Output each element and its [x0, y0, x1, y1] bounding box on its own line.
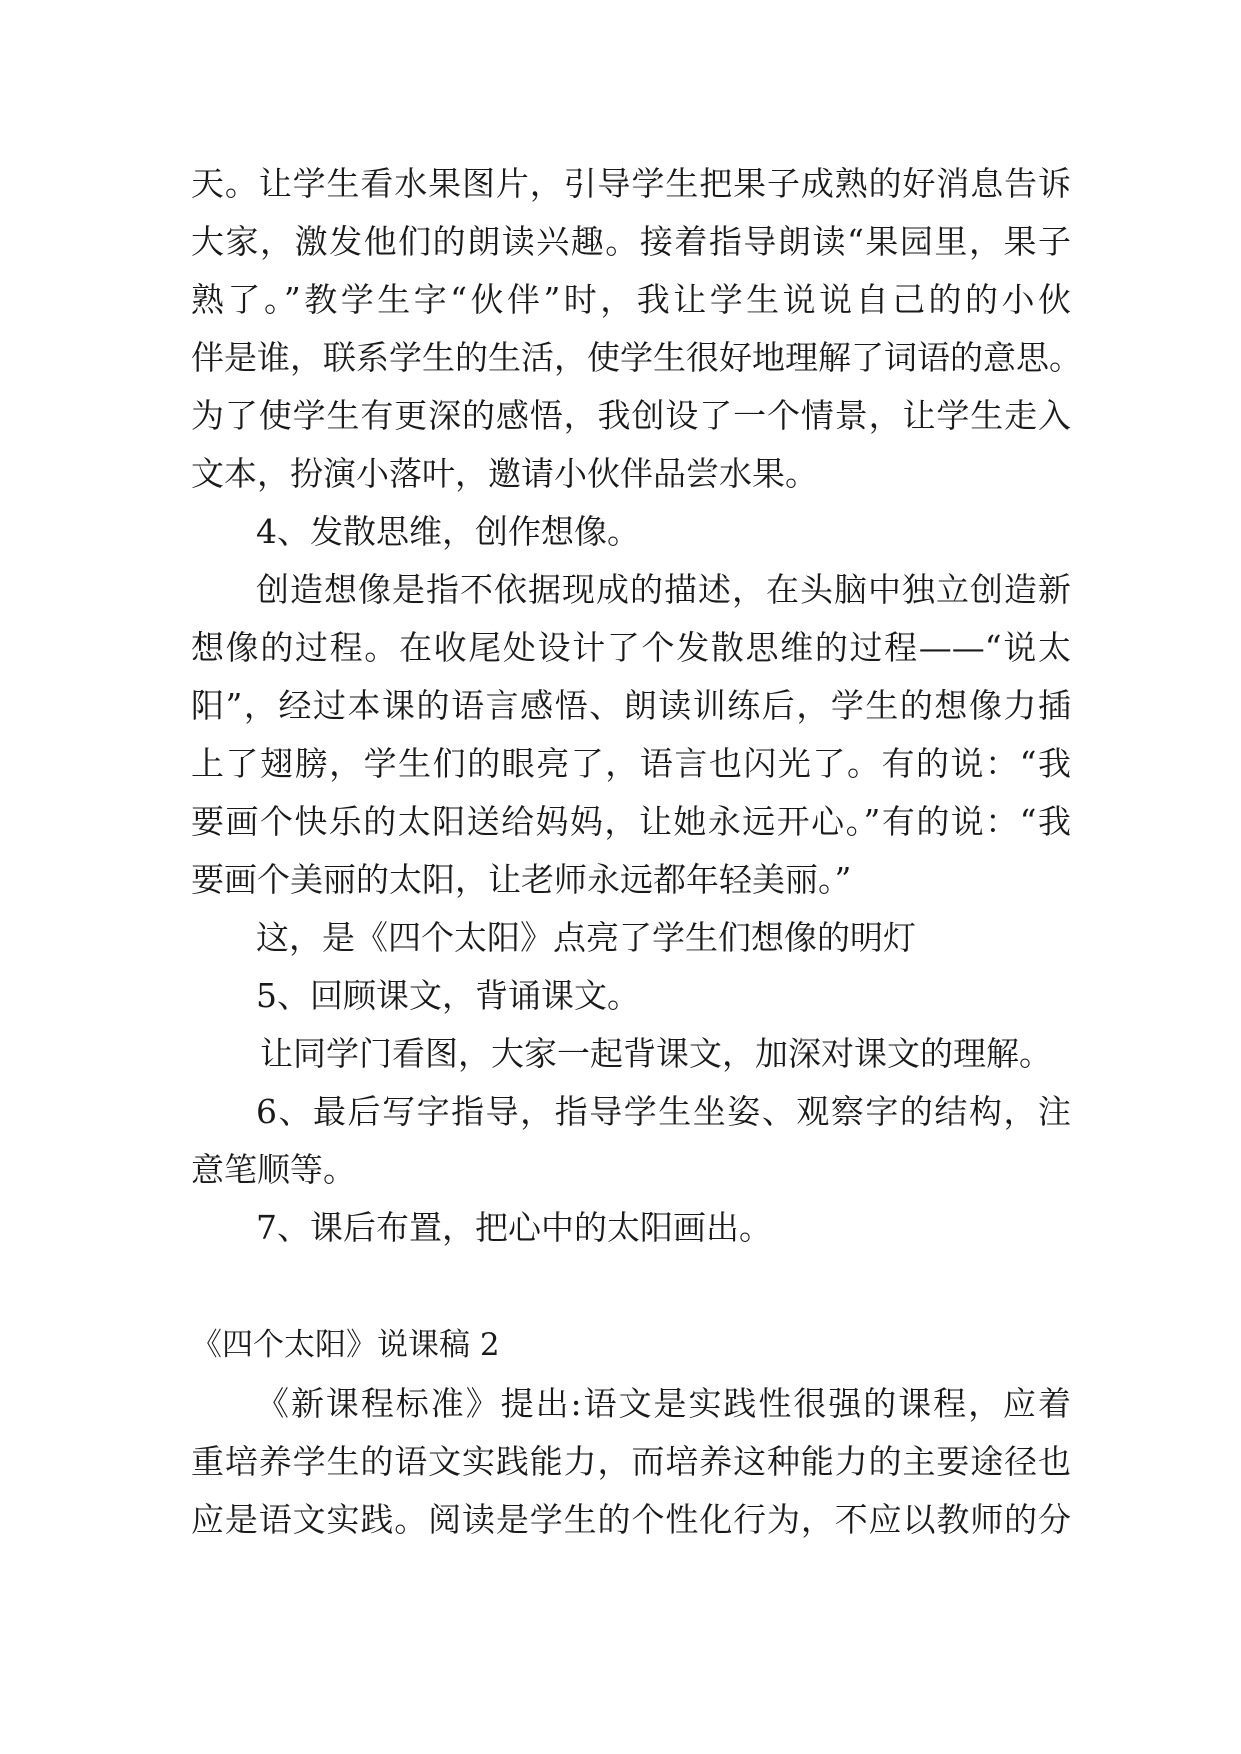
paragraph-line: 要画个快乐的太阳送给妈妈，让她永远开心。”有的说：“我: [191, 802, 1071, 841]
paragraph-line: 文本，扮演小落叶，邀请小伙伴品尝水果。: [191, 454, 818, 493]
paragraph-line: 想像的过程。在收尾处设计了个发散思维的过程——“说太: [191, 628, 1071, 667]
list-item-heading: 5、回顾课文，背诵课文。: [256, 976, 640, 1015]
paragraph-line: 让同学门看图，大家一起背课文，加深对课文的理解。: [260, 1034, 1052, 1073]
paragraph-line: 为了使学生有更深的感悟，我创设了一个情景，让学生走入: [191, 396, 1071, 435]
paragraph-line: 这，是《四个太阳》点亮了学生们想像的明灯: [256, 918, 916, 957]
section-title: 《四个太阳》说课稿 2: [191, 1327, 500, 1363]
paragraph-line: 大家，激发他们的朗读兴趣。接着指导朗读“果园里，果子: [191, 222, 1071, 261]
paragraph-line: 意笔顺等。: [191, 1150, 356, 1189]
paragraph-line: 阳”，经过本课的语言感悟、朗读训练后，学生的想像力插: [191, 686, 1071, 725]
paragraph-line: 上了翅膀，学生们的眼亮了，语言也闪光了。有的说：“我: [191, 744, 1071, 783]
paragraph-line: 伴是谁，联系学生的生活，使学生很好地理解了词语的意思。: [191, 338, 1082, 377]
list-item-heading: 6、最后写字指导，指导学生坐姿、观察字的结构，注: [256, 1092, 1071, 1131]
paragraph-line: 要画个美丽的太阳，让老师永远都年轻美丽。”: [191, 860, 852, 899]
paragraph-line: 应是语文实践。阅读是学生的个性化行为，不应以教师的分: [191, 1500, 1071, 1539]
list-item-heading: 7、课后布置，把心中的太阳画出。: [256, 1208, 772, 1247]
paragraph-line: 《新课程标准》提出:语文是实践性很强的课程，应着: [256, 1384, 1071, 1423]
list-item-heading: 4、发散思维，创作想像。: [256, 512, 640, 551]
paragraph-line: 熟了。”教学生字“伙伴”时，我让学生说说自己的的小伙: [191, 280, 1071, 319]
paragraph-line: 天。让学生看水果图片，引导学生把果子成熟的好消息告诉: [191, 164, 1071, 203]
paragraph-line: 创造想像是指不依据现成的描述，在头脑中独立创造新: [256, 570, 1071, 609]
paragraph-line: 重培养学生的语文实践能力，而培养这种能力的主要途径也: [191, 1442, 1071, 1481]
